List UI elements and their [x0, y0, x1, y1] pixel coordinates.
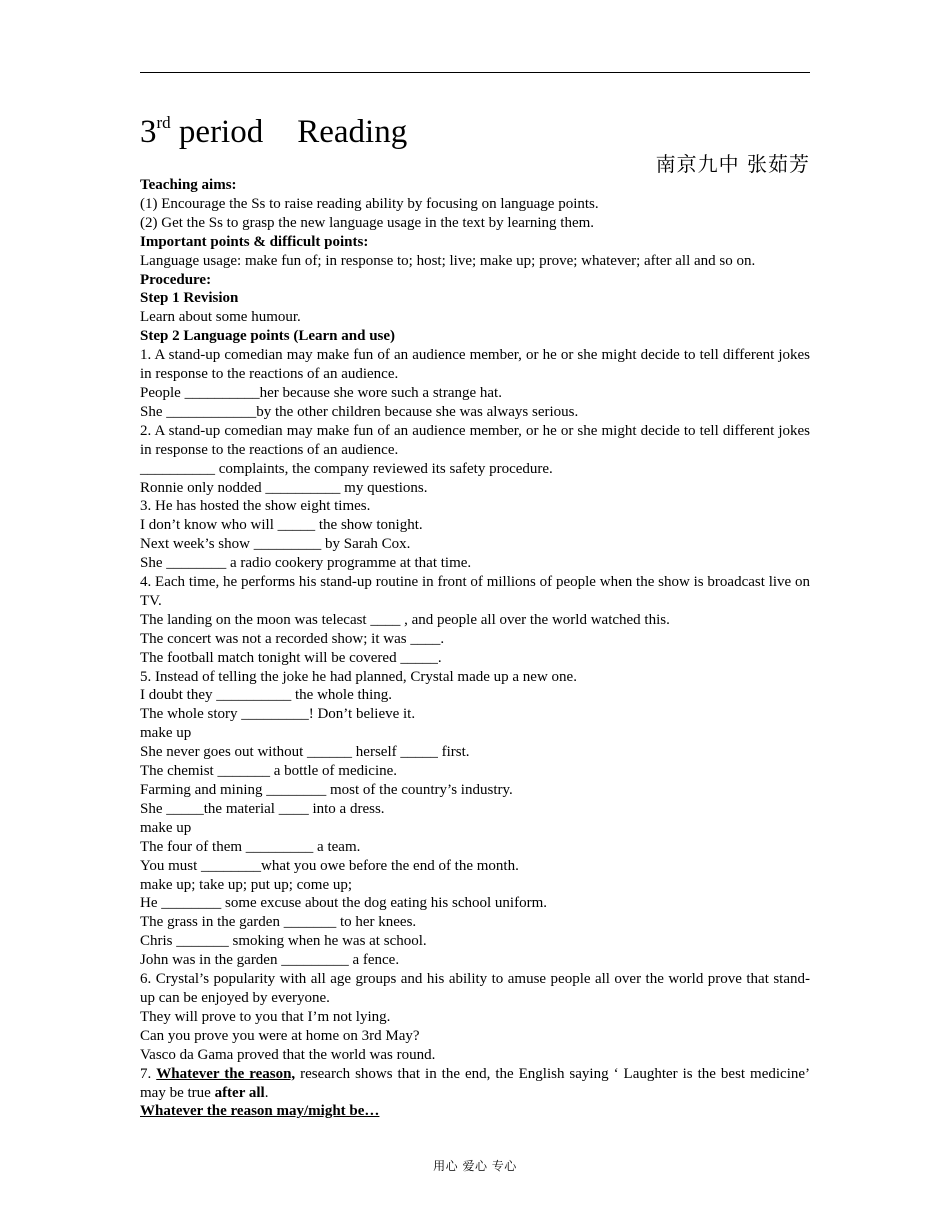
phrase-list: make up; take up; put up; come up;: [140, 876, 353, 893]
exercise-line: The football match tonight will be covered _____.: [140, 649, 442, 666]
exercise-line: John was in the garden _________ a fence.: [140, 952, 400, 969]
author-line: 南京九中 张茹芳: [655, 152, 810, 176]
whatever-phrase: Whatever the reason,: [156, 1065, 296, 1082]
exercise-line: Chris _______ smoking when he was at school.: [140, 933, 427, 950]
page-title: [140, 110, 407, 159]
language-point: 5. Instead of telling the joke he had planned, Crystal made up a new one.: [140, 668, 577, 685]
header-rule: [140, 72, 810, 73]
exercise-line: People __________her because she wore such a strange hat.: [140, 384, 502, 401]
after-all-phrase: after all: [214, 1084, 265, 1101]
exercise-line: The concert was not a recorded show; it was ____.: [140, 630, 445, 647]
exercise-line: The whole story _________! Don’t believe it.: [140, 706, 416, 723]
step2-heading: Step 2 Language points (Learn and use): [140, 328, 396, 345]
language-point: 3. He has hosted the show eight times.: [140, 498, 371, 515]
exercise-line: The chemist _______ a bottle of medicine.: [140, 763, 398, 780]
title-subject: Reading: [297, 114, 408, 150]
points-heading: Important points & difficult points:: [140, 233, 369, 250]
exercise-line: I doubt they __________ the whole thing.: [140, 687, 393, 704]
step1-heading: Step 1 Revision: [140, 290, 239, 307]
example-line: Vasco da Gama proved that the world was round.: [140, 1046, 436, 1063]
exercise-line: The four of them _________ a team.: [140, 838, 361, 855]
language-point: [140, 1065, 810, 1103]
language-point: 1. A stand-up comedian may make fun of an audience member, or he or she might decide to tell different jokes in response to the reactions of an audience.: [140, 347, 810, 383]
exercise-line: Ronnie only nodded __________ my questions.: [140, 479, 428, 496]
whatever-pattern: Whatever the reason may/might be…: [140, 1103, 380, 1120]
example-line: They will prove to you that I’m not lying.: [140, 1008, 391, 1025]
exercise-line: Farming and mining ________ most of the country’s industry.: [140, 782, 513, 798]
page-footer: 用心 爱心 专心: [433, 1159, 517, 1173]
exercise-line: He ________ some excuse about the dog eating his school uniform.: [140, 895, 548, 912]
language-point: 6. Crystal’s popularity with all age groups and his ability to amuse people all over the world prove that stand-up can be enjoyed by everyone.: [140, 971, 810, 1006]
points-text: Language usage: make fun of; in response to; host; live; make up; prove; whatever; after all and so on.: [140, 252, 756, 269]
point-end: .: [264, 1084, 269, 1101]
point-number: 7.: [140, 1065, 157, 1082]
exercise-line: She never goes out without ______ herself _____ first.: [140, 744, 470, 761]
title-word: period: [178, 114, 264, 150]
exercise-line: The grass in the garden _______ to her knees.: [140, 914, 417, 931]
aims-heading: Teaching aims:: [140, 177, 237, 193]
language-point: 4. Each time, he performs his stand-up routine in front of millions of people when the show is broadcast live on TV.: [140, 574, 810, 609]
phrase-label: make up: [140, 725, 192, 742]
title-number: 3: [140, 114, 157, 150]
exercise-line: I don’t know who will _____ the show tonight.: [140, 517, 423, 534]
procedure-heading: Procedure:: [140, 271, 212, 288]
title-ordinal-suffix: rd: [156, 113, 171, 132]
aim-item: (1) Encourage the Ss to raise reading ability by focusing on language points.: [140, 195, 599, 212]
exercise-line: She ________ a radio cookery programme at that time.: [140, 555, 472, 572]
aim-item: (2) Get the Ss to grasp the new language usage in the text by learning them.: [140, 214, 595, 231]
step1-text: Learn about some humour.: [140, 309, 301, 326]
exercise-line: You must ________what you owe before the end of the month.: [140, 857, 519, 874]
language-point: 2. A stand-up comedian may make fun of an audience member, or he or she might decide to tell different jokes in response to the reactions of an audience.: [140, 422, 810, 458]
point-text: research shows that in the end, the English saying ‘ Laughter is the best medicine’ may be true: [140, 1065, 811, 1101]
exercise-line: She ____________by the other children because she was always serious.: [140, 403, 579, 420]
example-line: Can you prove you were at home on 3rd May?: [140, 1027, 420, 1044]
exercise-line: __________ complaints, the company reviewed its safety procedure.: [140, 460, 553, 477]
phrase-label: make up: [140, 819, 192, 836]
exercise-line: Next week’s show _________ by Sarah Cox.: [140, 536, 411, 553]
exercise-line: The landing on the moon was telecast ____ , and people all over the world watched this.: [140, 611, 670, 628]
document-body: [140, 176, 810, 1121]
exercise-line: She _____the material ____ into a dress.: [140, 800, 385, 817]
